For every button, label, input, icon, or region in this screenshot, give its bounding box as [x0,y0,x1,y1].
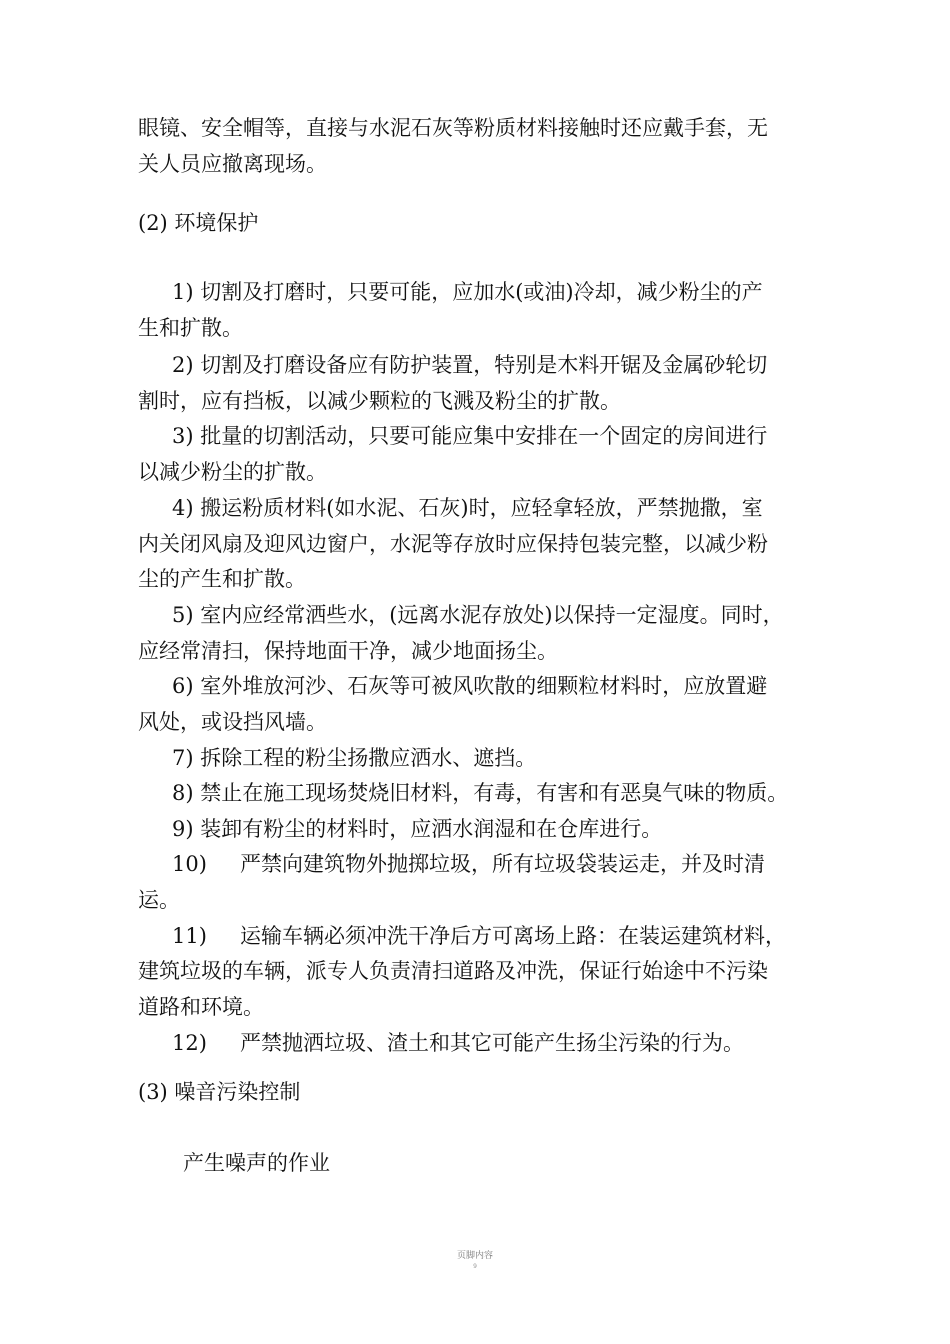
section-heading: (2) 环境保护 [138,211,259,235]
list-item-cont: 生和扩散。 [138,316,243,340]
list-item: 7) 拆除工程的粉尘扬撒应洒水、遮挡。 [172,746,537,770]
section-heading: (3) 噪音污染控制 [138,1080,301,1104]
footer-text: 页脚内容 [456,1251,493,1261]
list-item: 6) 室外堆放河沙、石灰等可被风吹散的细颗粒材料时，应放置避 [172,674,768,698]
list-item: 1) 切割及打磨时，只要可能，应加水(或油)冷却，减少粉尘的产 [172,280,763,304]
list-item-cont: 建筑垃圾的车辆，派专人负责清扫道路及冲洗，保证行始途中不污染 [138,959,768,983]
list-item-cont: 割时，应有挡板，以减少颗粒的飞溅及粉尘的扩散。 [138,389,621,413]
paragraph-line: 眼镜、安全帽等，直接与水泥石灰等粉质材料接触时还应戴手套，无 [138,116,768,140]
list-item-cont: 道路和环境。 [138,995,264,1019]
page-footer [0,1248,950,1270]
list-item-cont: 应经常清扫，保持地面干净，减少地面扬尘。 [138,639,558,663]
list-item: 3) 批量的切割活动，只要可能应集中安排在一个固定的房间进行 [172,424,768,448]
list-item-cont: 尘的产生和扩散。 [138,567,306,591]
list-item-number: 10) [172,852,207,876]
list-item-cont: 风处，或设挡风墙。 [138,710,327,734]
paragraph-line: 关人员应撤离现场。 [138,152,327,176]
list-item: 5) 室内应经常洒些水，(远离水泥存放处)以保持一定湿度。同时， [172,603,784,627]
list-item-number: 12) [172,1031,207,1055]
list-item-text: 运输车辆必须冲洗干净后方可离场上路：在装运建筑材料， [240,924,786,948]
subheading: 产生噪声的作业 [183,1151,330,1175]
list-item-cont: 以减少粉尘的扩散。 [138,460,327,484]
list-item [172,846,765,882]
list-item [172,918,786,954]
page-number: 9 [473,1263,477,1270]
list-item-number: 11) [172,924,207,948]
list-item-text: 严禁向建筑物外抛掷垃圾，所有垃圾袋装运走，并及时清 [240,852,765,876]
list-item-cont: 内关闭风扇及迎风边窗户，水泥等存放时应保持包装完整，以减少粉 [138,532,768,556]
list-item-text: 严禁抛洒垃圾、渣土和其它可能产生扬尘污染的行为。 [240,1031,744,1055]
list-item: 8) 禁止在施工现场焚烧旧材料，有毒，有害和有恶臭气味的物质。 [172,781,789,805]
list-item: 4) 搬运粉质材料(如水泥、石灰)时，应轻拿轻放，严禁抛撒，室 [172,496,763,520]
list-item-cont: 运。 [138,888,180,912]
list-item: 9) 装卸有粉尘的材料时，应洒水润湿和在仓库进行。 [172,817,663,841]
list-item: 2) 切割及打磨设备应有防护装置，特别是木料开锯及金属砂轮切 [172,353,768,377]
list-item [172,1025,744,1061]
